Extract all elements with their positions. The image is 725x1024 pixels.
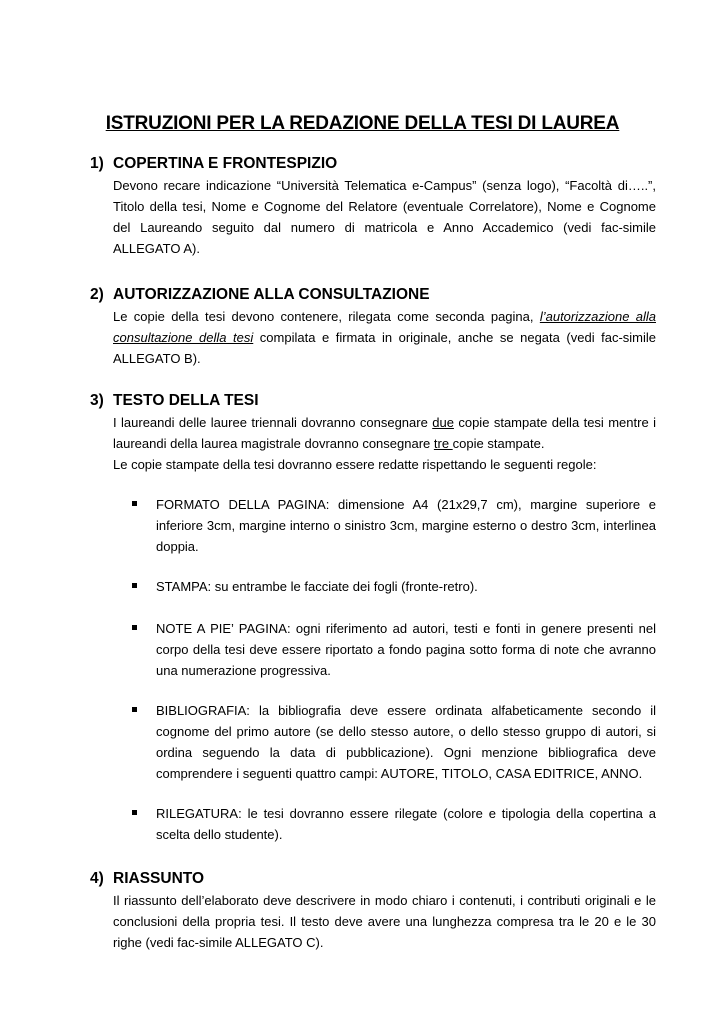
section-body-rules-intro: Le copie stampate della tesi dovranno essere redatte rispettando le seguenti regole: (113, 457, 597, 472)
list-item-text: BIBLIOGRAFIA: la bibliografia deve essere ordinata alfabeticamente secondo il cognome del primo autore (se dello stesso autore, o dello stesso gruppo di autori, si ordina seguendo la data di pubblicazione). Ogni menzione bibliografica deve comprendere i seguenti quattro campi: AUTORE, TITOLO, CASA EDITRICE, ANNO. (156, 703, 656, 781)
bullet-icon (132, 707, 137, 712)
section-body: Il riassunto dell’elaborato deve descrivere in modo chiaro i contenuti, i contributi originali e le conclusioni della propria tesi. Il testo deve avere una lunghezza compresa tra le 20 e le 30 righe (vedi fac-simile ALLEGATO C). (113, 893, 656, 950)
section-heading (90, 154, 656, 174)
section-number: 1) (90, 155, 104, 172)
list-item-text: RILEGATURA: le tesi dovranno essere rilegate (colore e tipologia della copertina a scelta dello studente). (156, 806, 656, 842)
list-item (132, 494, 656, 557)
bullet-icon (132, 583, 137, 588)
list-item-text: STAMPA: su entrambe le facciate dei fogli (fronte-retro). (156, 579, 478, 594)
section-heading (90, 869, 656, 889)
section-testo (90, 391, 656, 475)
body-text-part: compilata e firmata in originale, anche se negata (vedi fac-simile ALLEGATO B). (113, 330, 657, 366)
section-title: TESTO DELLA TESI (113, 392, 259, 409)
section-number: 2) (90, 286, 104, 303)
bullet-icon (132, 625, 137, 630)
list-item-text: NOTE A PIE’ PAGINA: ogni riferimento ad autori, testi e fonti in genere presenti nel corpo della tesi deve essere riportato a fondo pagina sotto forma di note che avranno una numerazione progressiva. (156, 621, 656, 678)
section-riassunto (90, 869, 656, 953)
list-item (132, 576, 656, 597)
list-item (132, 803, 656, 845)
emphasized-text: l’autorizzazione alla consultazione della tesi (113, 309, 656, 345)
section-number: 3) (90, 392, 104, 409)
bullet-icon (132, 810, 137, 815)
body-text-part: Le copie della tesi devono contenere, rilegata come seconda pagina, (113, 309, 540, 324)
body-text-part: copie stampate della tesi mentre i laureandi della laurea magistrale dovranno consegnare (113, 415, 656, 451)
section-heading (90, 285, 656, 305)
section-body (113, 306, 656, 369)
section-title: AUTORIZZAZIONE ALLA CONSULTAZIONE (113, 286, 430, 303)
list-item (132, 618, 656, 681)
section-heading (90, 391, 656, 411)
page-title: ISTRUZIONI PER LA REDAZIONE DELLA TESI DI LAUREA (105, 113, 620, 134)
underlined-word-due: due (432, 415, 454, 430)
section-body: Devono recare indicazione “Università Telematica e-Campus” (senza logo), “Facoltà di…..”, Titolo della tesi, Nome e Cognome del Relatore (eventuale Correlatore), Nome e Cognome del Laureando seguito dal numero di matricola e Anno Accademico (vedi fac-simile ALLEGATO A). (113, 178, 656, 256)
section-autorizzazione (90, 285, 656, 369)
list-item-text: FORMATO DELLA PAGINA: dimensione A4 (21x29,7 cm), margine superiore e inferiore 3cm, margine interno o sinistro 3cm, margine esterno o destro 3cm, interlinea doppia. (156, 497, 656, 554)
underlined-word-tre: tre (433, 436, 453, 451)
list-item (132, 700, 656, 784)
section-body (113, 412, 656, 454)
body-text-part: copie stampate. (452, 436, 545, 451)
section-title: RIASSUNTO (113, 870, 205, 887)
bullet-icon (132, 501, 137, 506)
section-copertina (90, 154, 656, 259)
section-title: COPERTINA E FRONTESPIZIO (113, 155, 338, 172)
section-number: 4) (90, 870, 104, 887)
body-text-part: I laureandi delle lauree triennali dovranno consegnare (113, 415, 433, 430)
